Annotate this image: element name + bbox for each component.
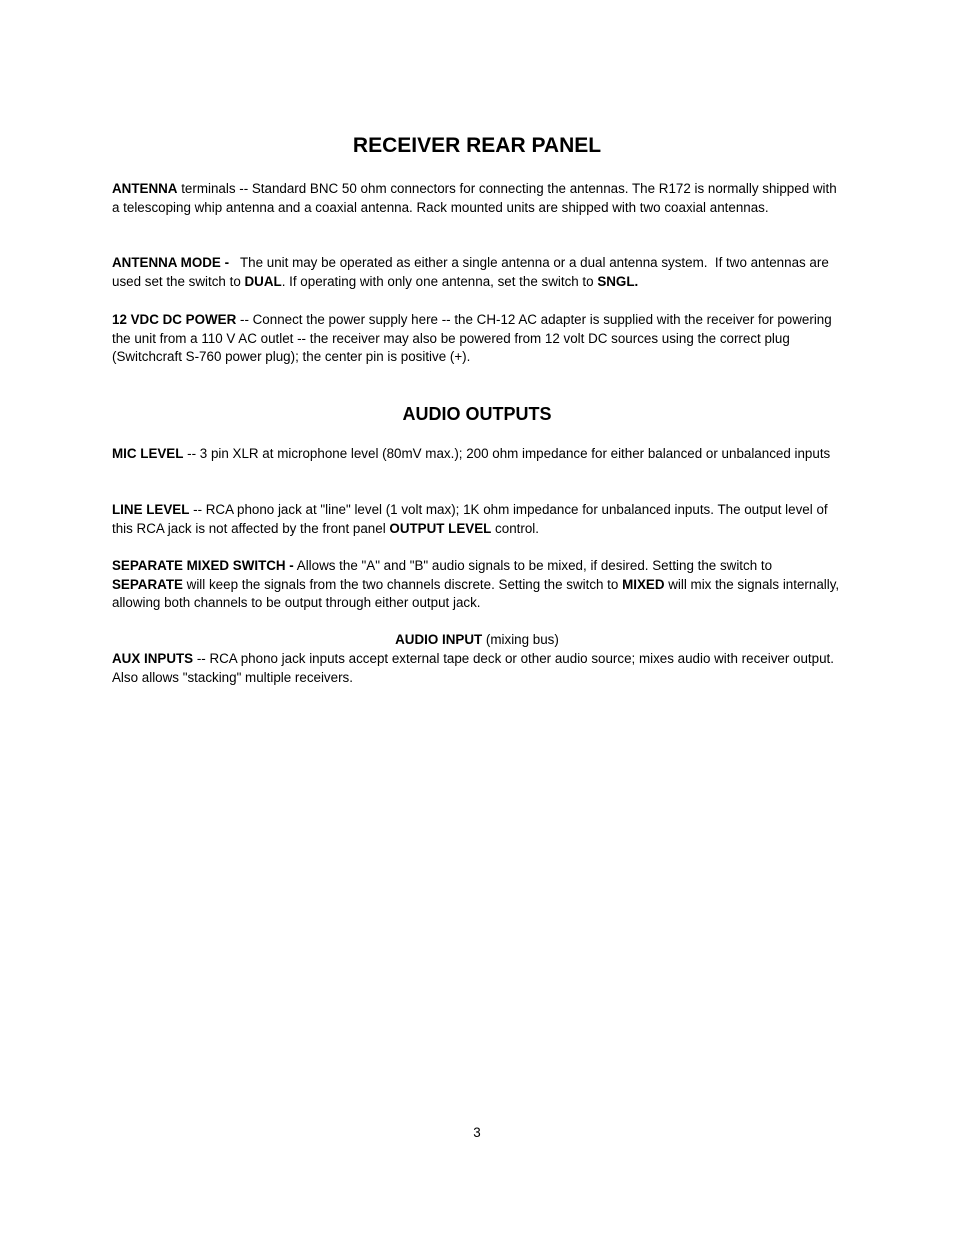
audio-input-line bbox=[0, 631, 954, 650]
power-text: -- Connect the power supply here -- the CH-12 AC adapter is supplied with the receiver for powering the unit from a 110 V AC outlet -- the receiver may also be powered from 12 volt DC sources using the correct plug (Switchcraft S-760 power plug); the center pin is positive (+). bbox=[112, 312, 832, 365]
antenna-mode-text-2: . If operating with only one antenna, set the switch to bbox=[281, 273, 598, 289]
mic-level-term: MIC LEVEL bbox=[112, 446, 184, 461]
audio-outputs-heading: AUDIO OUTPUTS bbox=[402, 404, 552, 424]
line-level-term: LINE LEVEL bbox=[112, 502, 190, 517]
power-term: 12 VDC DC POWER bbox=[112, 312, 237, 327]
antenna-text: terminals -- Standard BNC 50 ohm connectors for connecting the antennas. The R172 is normally shipped with a telescoping whip antenna and a coaxial antenna. Rack mounted units are shipped with two coaxial antennas. bbox=[112, 181, 837, 215]
mixed-term: MIXED bbox=[622, 576, 665, 592]
line-level-text-1: -- RCA phono jack at "line" level (1 volt max); 1K ohm impedance for unbalanced inputs. The output level of this RCA jack is not affected by the front panel bbox=[112, 502, 828, 536]
separate-mixed-paragraph bbox=[112, 557, 842, 613]
power-paragraph bbox=[112, 311, 842, 367]
antenna-mode-paragraph bbox=[112, 254, 842, 291]
antenna-mode-term: ANTENNA MODE - bbox=[112, 255, 230, 270]
dual-term: DUAL bbox=[244, 273, 282, 289]
separate-mixed-text-3: will mix the signals internally, allowing both channels to be output through either output jack. bbox=[112, 576, 840, 611]
sngl-term: SNGL. bbox=[597, 273, 639, 289]
aux-inputs-paragraph bbox=[112, 650, 842, 687]
antenna-term: ANTENNA bbox=[112, 181, 178, 196]
antenna-paragraph bbox=[112, 180, 842, 217]
audio-input-text: (mixing bus) bbox=[482, 632, 559, 647]
mic-level-text: -- 3 pin XLR at microphone level (80mV max.); 200 ohm impedance for either balanced or unbalanced inputs bbox=[183, 446, 831, 461]
line-level-text-2: control. bbox=[491, 520, 539, 536]
separate-term: SEPARATE bbox=[112, 576, 183, 592]
separate-mixed-term: SEPARATE MIXED SWITCH - bbox=[112, 558, 294, 573]
audio-input-term: AUDIO INPUT bbox=[395, 632, 483, 647]
aux-inputs-text: -- RCA phono jack inputs accept external tape deck or other audio source; mixes audio with receiver output. Also allows "stacking" multiple receivers. bbox=[112, 651, 834, 685]
page-title: RECEIVER REAR PANEL bbox=[352, 134, 602, 157]
line-level-paragraph bbox=[112, 501, 842, 538]
antenna-mode-text-1: The unit may be operated as either a single antenna or a dual antenna system. If two antennas are used set the switch to bbox=[112, 255, 833, 289]
page-number: 3 bbox=[473, 1125, 481, 1140]
aux-inputs-term: AUX INPUTS bbox=[112, 651, 194, 666]
mic-level-paragraph bbox=[112, 445, 842, 464]
output-level-term: OUTPUT LEVEL bbox=[389, 520, 492, 536]
separate-mixed-text-2: will keep the signals from the two channels discrete. Setting the switch to bbox=[182, 576, 623, 592]
separate-mixed-text-1: Allows the "A" and "B" audio signals to be mixed, if desired. Setting the switch to bbox=[293, 558, 773, 573]
